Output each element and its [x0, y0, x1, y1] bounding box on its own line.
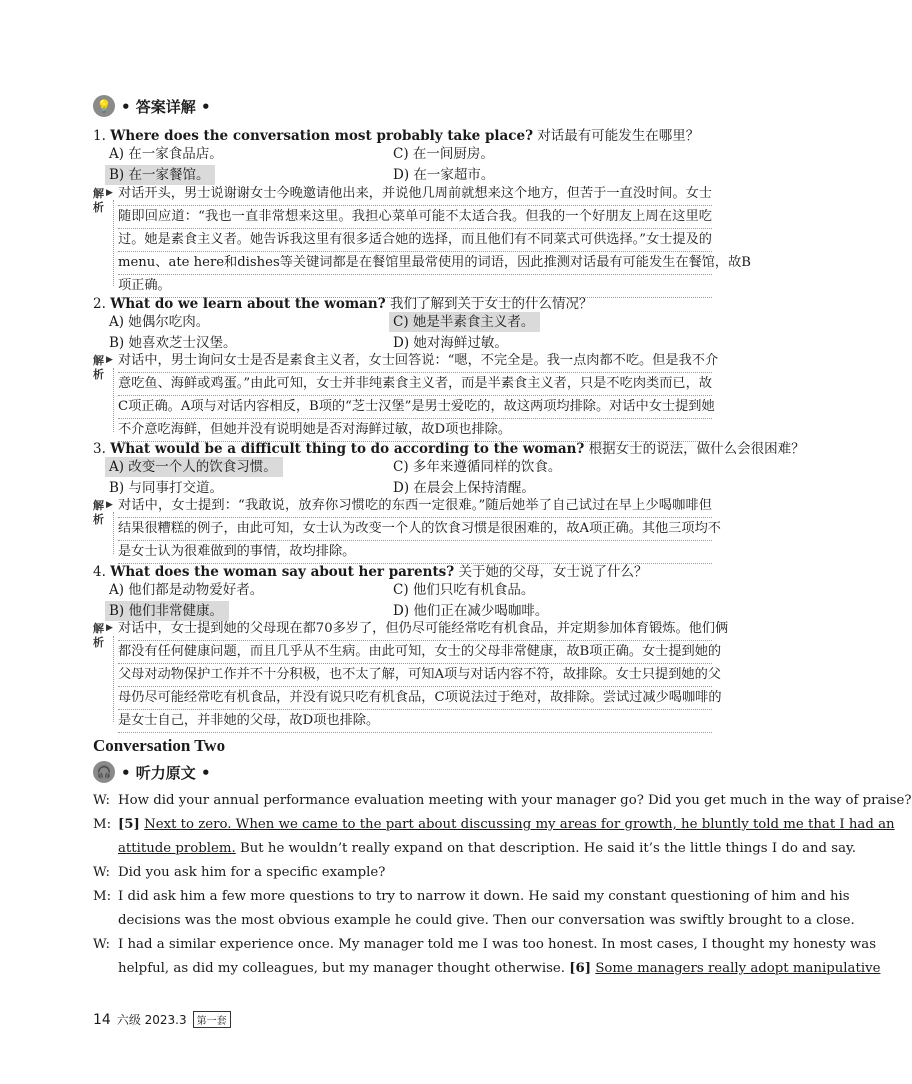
speaker: W:: [93, 937, 110, 952]
option-c-correct: C) 她是半素食主义者。: [389, 312, 540, 332]
section-title: • 听力原文 •: [121, 763, 211, 782]
option-c: C) 他们只吃有机食品。: [393, 582, 535, 598]
arrow-icon: ▶: [106, 355, 113, 365]
option-a: A) 她偶尔吃肉。: [109, 314, 210, 330]
page-footer: [93, 1011, 231, 1028]
answer-underline: Next to zero. When we came to the part about discussing my areas for growth, he bluntly told me that I had an: [144, 817, 895, 832]
option-a-correct: A) 改变一个人的饮食习惯。: [105, 457, 283, 477]
option-d: D) 他们正在减少喝咖啡。: [393, 603, 549, 619]
question-3: 3. What would be a difficult thing to do according to the woman? 根据女士的说法，做什么会很困难？: [93, 441, 805, 457]
option-b-correct: B) 他们非常健康。: [105, 601, 229, 621]
analysis-tag: 解析: [93, 187, 104, 214]
analysis-q2: 对话中，男士询问女士是否是素食主义者，女士回答说：“嗯，不完全是。我一点肉都不吃。但是我不介 意吃鱼、海鲜或鸡蛋。”由此可知，女士并非纯素食主义者，而是半素食主义者，只是不吃肉类而已，故 C项正确。A项与对话内容相反，B项的“芝士汉堡”是男士爱吃的，故这两项均排除。对话中女士提到她 不介意吃海鲜，但她并没有说明她是否对海鲜过敏，故D项也排除。: [118, 350, 712, 442]
speaker: M:: [93, 817, 112, 832]
option-b-correct: B) 在一家餐馆。: [105, 165, 215, 185]
set-badge: 第一套: [193, 1011, 231, 1028]
section-header-answers: [93, 95, 211, 117]
section-title: • 答案详解 •: [121, 97, 211, 116]
dialogue-line: W: I had a similar experience once. My manager told me I was too honest. In most cases, I thought my honesty was: [93, 933, 713, 957]
question-en: What does the woman say about her parents?: [110, 564, 455, 580]
question-zh: 对话最有可能发生在哪里？: [537, 128, 700, 144]
analysis-rule: [113, 200, 114, 286]
analysis-tag: 解析: [93, 622, 104, 649]
dialogue-line: helpful, as did my colleagues, but my manager thought otherwise. [6] Some managers really adopt manipulative: [118, 961, 881, 976]
question-zh: 我们了解到关于女士的什么情况？: [389, 296, 593, 312]
lightbulb-icon: 💡: [93, 95, 115, 117]
page-number: 14: [93, 1011, 111, 1028]
question-1: 1. Where does the conversation most probably take place? 对话最有可能发生在哪里？: [93, 128, 700, 144]
section-header-transcript: [93, 761, 211, 783]
speaker: W:: [93, 865, 110, 880]
dialogue-line: decisions was the most obvious example he could give. Then our conversation was swiftly brought to a close.: [118, 913, 855, 928]
transcript: [93, 789, 912, 1009]
analysis-rule: [113, 512, 114, 554]
analysis-rule: [113, 368, 114, 432]
question-2: 2. What do we learn about the woman? 我们了解到关于女士的什么情况？: [93, 296, 593, 312]
option-b: B) 与同事打交道。: [109, 480, 223, 496]
question-zh: 关于她的父母，女士说了什么？: [458, 564, 648, 580]
option-d: D) 在晨会上保持清醒。: [393, 480, 535, 496]
option-d: D) 在一家超市。: [393, 167, 495, 183]
question-en: Where does the conversation most probably take place?: [110, 128, 533, 144]
answer-underline: Some managers really adopt manipulative: [595, 961, 881, 976]
option-c: C) 在一间厨房。: [393, 146, 494, 162]
analysis-q1: 对话开头，男士说谢谢女士今晚邀请他出来，并说他几周前就想来这个地方，但苦于一直没时间。女士 随即回应道：“我也一直非常想来这里。我担心菜单可能不太适合我。但我的一个好朋友上周在这里吃 过。她是素食主义者。她告诉我这里有很多适合她的选择，而且他们有不同菜式可供选择。”女士提及的 menu、ate here和dishes等关键词都是在餐馆里最常使用的词语，因此推测对话最有可能发生在餐馆，故B 项正确。: [118, 183, 712, 298]
analysis-rule: [113, 636, 114, 722]
option-c: C) 多年来遵循同样的饮食。: [393, 459, 562, 475]
arrow-icon: ▶: [106, 500, 113, 510]
analysis-q4: 对话中，女士提到她的父母现在都70多岁了，但仍尽可能经常吃有机食品，并定期参加体育锻炼。他们俩 都没有任何健康问题，而且几乎从不生病。由此可知，女士的父母非常健康，故B项正确。女士提到她的 父母对动物保护工作并不十分积极，也不太了解，可知A项与对话内容不符，故排除。女士只提到她的父 母仍尽可能经常吃有机食品，并没有说只吃有机食品，C项说法过于绝对，故排除。尝试过减少喝咖啡的 是女士自己，并非她的父母，故D项也排除。: [118, 618, 712, 733]
dialogue-line: attitude problem. But he wouldn’t really expand on that description. He said it’s the little things I do and say.: [118, 841, 857, 856]
dialogue-line: [93, 813, 895, 837]
analysis-tag: 解析: [93, 354, 104, 381]
question-zh: 根据女士的说法，做什么会很困难？: [588, 441, 805, 457]
option-d: D) 她对海鲜过敏。: [393, 335, 508, 351]
headphones-icon: 🎧: [93, 761, 115, 783]
arrow-icon: ▶: [106, 188, 113, 198]
analysis-q3: 对话中，女士提到：“我敢说，放弃你习惯吃的东西一定很难。”随后她举了自己试过在早上少喝咖啡但 结果很糟糕的例子，由此可知，女士认为改变一个人的饮食习惯是很困难的，故A项正确。其他三项均不 是女士认为很难做到的事情，故均排除。: [118, 495, 712, 564]
answer-underline: attitude problem.: [118, 841, 236, 856]
dialogue-line: M: I did ask him a few more questions to try to narrow it down. He said my constant questioning of him and his: [93, 885, 713, 909]
speaker: M:: [93, 889, 112, 904]
question-4: 4. What does the woman say about her parents? 关于她的父母，女士说了什么？: [93, 564, 648, 580]
arrow-icon: ▶: [106, 623, 113, 633]
option-a: A) 他们都是动物爱好者。: [109, 582, 264, 598]
conversation-title: Conversation Two: [93, 736, 226, 755]
question-en: What would be a difficult thing to do according to the woman?: [110, 441, 585, 457]
option-a: A) 在一家食品店。: [109, 146, 223, 162]
question-en: What do we learn about the woman?: [110, 296, 386, 312]
dialogue-line: W: How did your annual performance evaluation meeting with your manager go? Did you get much in the way of praise?: [93, 789, 713, 813]
speaker: W:: [93, 793, 110, 808]
analysis-tag: 解析: [93, 499, 104, 526]
dialogue-line: W: Did you ask him for a specific example?: [93, 861, 713, 885]
option-b: B) 她喜欢芝士汉堡。: [109, 335, 237, 351]
footer-label: 六级 2023.3: [116, 1013, 187, 1027]
question-marker: [5]: [118, 817, 140, 832]
question-marker: [6]: [569, 961, 592, 976]
